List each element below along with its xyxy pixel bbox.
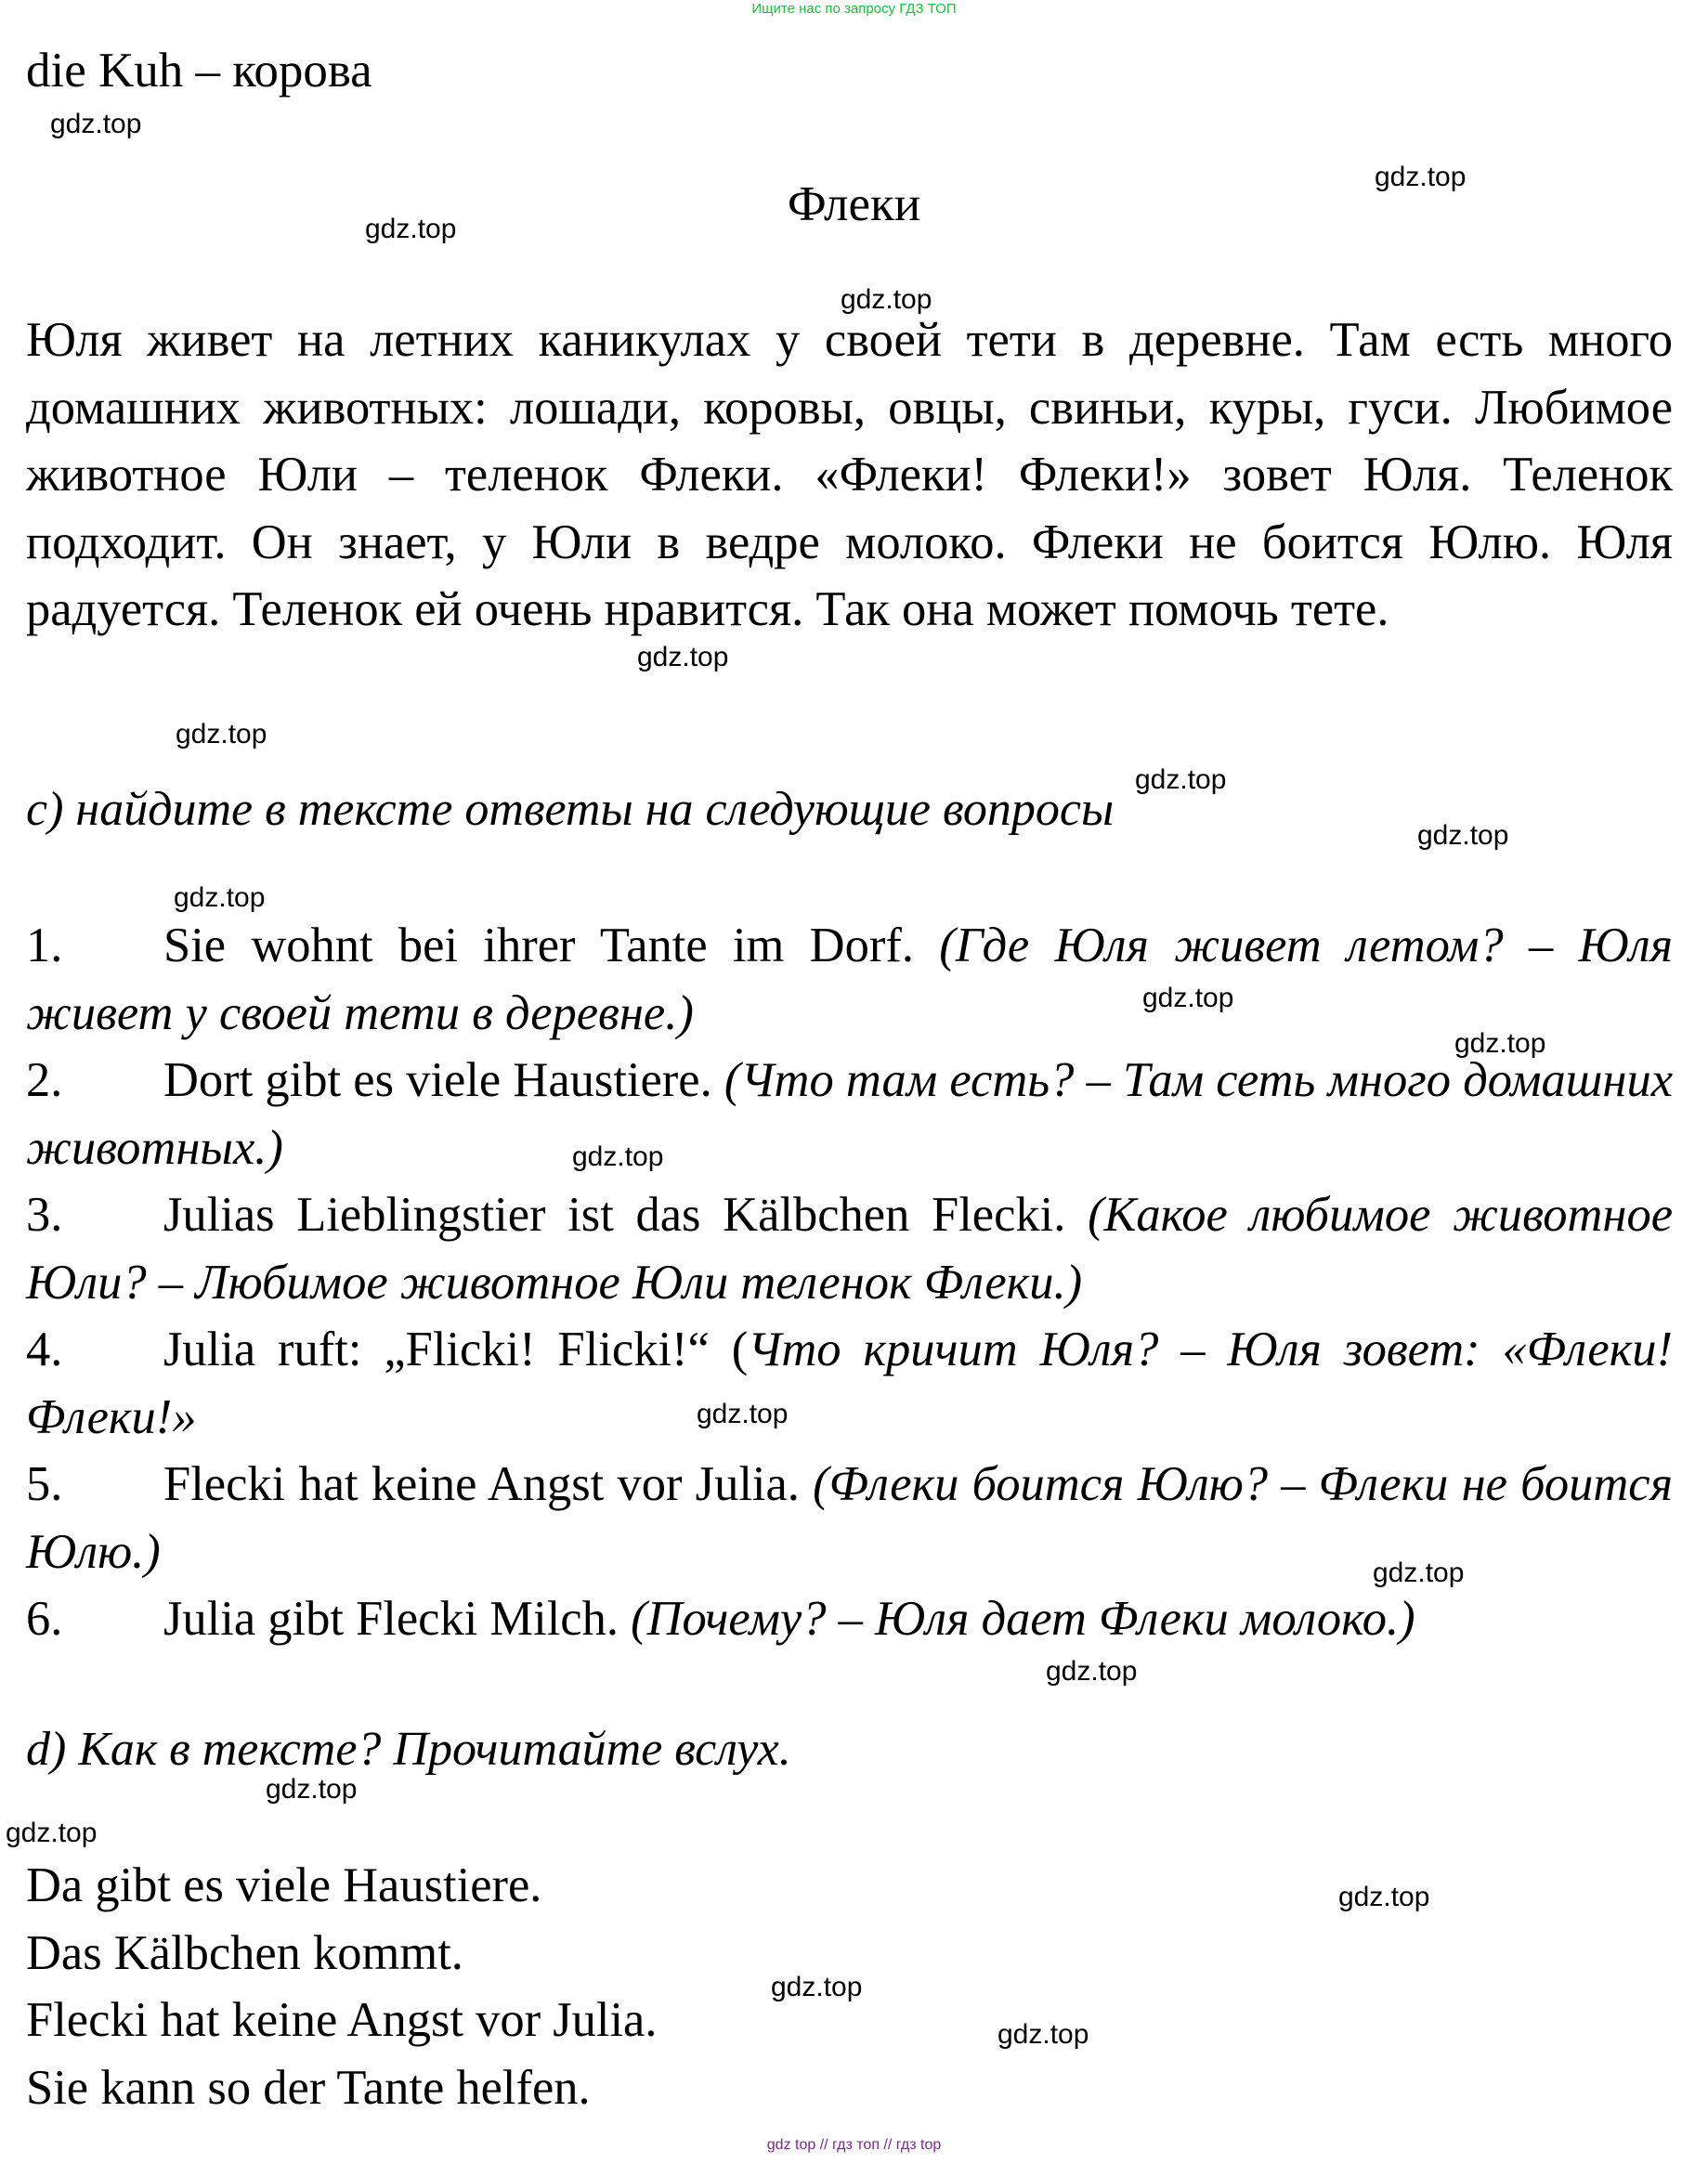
question-item xyxy=(26,912,1673,1047)
german-answer: Julias Lieblingstier ist das Kälbchen Flecki. xyxy=(163,1188,1089,1242)
watermark: gdz.top xyxy=(176,719,267,750)
russian-translation: (Почему? – Юля дает Флеки молоко.) xyxy=(631,1592,1415,1646)
german-answer: Sie wohnt bei ihrer Tante im Dorf. xyxy=(163,919,940,972)
answer-line: Das Kälbchen kommt. xyxy=(26,1925,463,1980)
task-d-heading: d) Как в тексте? Прочитайте вслух. xyxy=(26,1723,791,1776)
story-title: Флеки xyxy=(787,177,921,231)
russian-translation: (Флеки боится Юлю? – Флеки не боится Юлю.) xyxy=(26,1457,1673,1579)
question-item xyxy=(26,1585,1673,1653)
question-list xyxy=(26,912,1673,1653)
russian-translation: (Какое любимое животное Юли? – Любимое животное Юли теленок Флеки.) xyxy=(26,1188,1674,1310)
task-c-heading: c) найдите в тексте ответы на следующие вопросы xyxy=(26,783,1115,836)
watermark: gdz.top xyxy=(174,882,266,913)
watermark: gdz.top xyxy=(841,284,932,315)
watermark: gdz.top xyxy=(771,1972,863,2002)
german-answer: Flecki hat keine Angst vor Julia. xyxy=(163,1457,814,1511)
watermark: gdz.top xyxy=(1373,1558,1465,1588)
question-number: 5. xyxy=(26,1457,63,1511)
german-answer: Dort gibt es viele Haustiere. xyxy=(163,1053,724,1107)
watermark: gdz.top xyxy=(1338,1882,1430,1912)
watermark: gdz.top xyxy=(365,214,457,244)
question-item xyxy=(26,1047,1673,1181)
answer-line: Flecki hat keine Angst vor Julia. xyxy=(26,1993,658,2047)
watermark: gdz.top xyxy=(1142,983,1234,1013)
watermark: gdz.top xyxy=(266,1774,358,1805)
german-answer: Julia ruft: „Flicki! Flicki!“ ( xyxy=(163,1323,749,1376)
russian-translation: Что кричит Юля? – Юля зовет: «Флеки! Флеки!» xyxy=(26,1323,1673,1444)
answer-lines xyxy=(26,1852,657,2121)
question-number: 1. xyxy=(26,919,63,972)
watermark: gdz.top xyxy=(997,2019,1089,2050)
watermark: gdz.top xyxy=(1135,764,1227,795)
vocab-line: die Kuh – корова xyxy=(26,44,372,98)
watermark: gdz.top xyxy=(1375,162,1467,192)
question-number: 2. xyxy=(26,1053,63,1107)
question-number: 6. xyxy=(26,1592,63,1646)
question-number: 4. xyxy=(26,1323,63,1376)
watermark: gdz.top xyxy=(1417,820,1509,851)
russian-translation: (Где Юля живет летом? – Юля живет у своей тети в деревне.) xyxy=(26,919,1673,1040)
question-number: 3. xyxy=(26,1188,63,1242)
answer-line: Sie kann so der Tante helfen. xyxy=(26,2060,591,2115)
footer-links: gdz top // гдз топ // гдз top xyxy=(766,2137,942,2153)
watermark: gdz.top xyxy=(6,1818,98,1848)
top-banner: Ищите нас по запросу ГДЗ ТОП xyxy=(751,1,957,17)
watermark: gdz.top xyxy=(50,109,142,139)
question-item xyxy=(26,1181,1673,1316)
watermark: gdz.top xyxy=(697,1399,789,1429)
watermark: gdz.top xyxy=(1046,1656,1138,1687)
question-item xyxy=(26,1316,1673,1451)
watermark: gdz.top xyxy=(637,642,729,672)
story-paragraph: Юля живет на летних каникулах у своей тети в деревне. Там есть много домашних животных: лошади, коровы, овцы, свиньи, куры, гуси. Любимое животное Юли – теленок Флеки. «Флеки! Флеки!» зовет Юля. Теленок подходит. Он знает, у Юли в ведре молоко. Флеки не боится Юлю. Юля радуется. Теленок ей очень нравится. Так она может помочь тете. xyxy=(26,313,1673,636)
german-answer: Julia gibt Flecki Milch. xyxy=(163,1592,632,1646)
watermark: gdz.top xyxy=(1454,1028,1546,1059)
russian-translation: (Что там есть? – Там сеть много домашних животных.) xyxy=(26,1053,1673,1175)
answer-line: Da gibt es viele Haustiere. xyxy=(26,1858,542,1912)
watermark: gdz.top xyxy=(572,1141,664,1172)
